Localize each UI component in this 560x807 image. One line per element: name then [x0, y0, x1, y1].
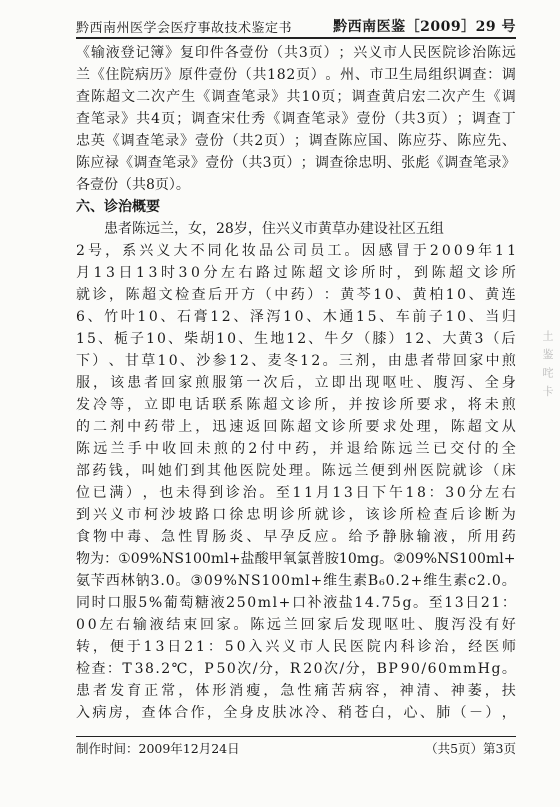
- page-footer: [76, 738, 516, 758]
- section-heading: 六、诊治概要: [76, 199, 160, 215]
- text-line: 患 者 发 育 正 常 ， 体 形 消 瘦 ， 急 性 痛 苦 病 容 ， 神 清 、 神 萎 ， 扶: [76, 683, 516, 699]
- text-line: 服 ， 该 患 者 回 家 煎 服 第 一 次 后 ， 立 即 出 现 呕 吐 、 腹 泻 、 全 身: [76, 375, 516, 391]
- text-line: 就 诊 ， 陈 超 文 检 查 后 开 方 （ 中 药 ） ： 黄 芩 1 0 、 黄 柏 1 0 、 黄 连: [76, 287, 516, 303]
- text-line: 的 二 剂 中 药 带 上 ， 迅 速 返 回 陈 超 文 诊 所 要 求 处 理 ， 陈 超 文 从: [76, 419, 516, 435]
- text-line: 部 药 钱 ， 叫 她 们 到 其 他 医 院 处 理 。 陈 远 兰 便 到 州 医 院 就 诊 （ 床: [76, 463, 516, 479]
- text-line: 位 已 满 ） ， 也 未 得 到 诊 治 。 至 1 1 月 1 3 日 下 午 1 8 ： 3 0 分 左 右: [76, 485, 516, 501]
- text-line: 下 ） 、 甘 草 1 0 、 沙 参 1 2 、 麦 冬 1 2 。 三 剂 ， 由 患 者 带 回 家 中 煎: [76, 353, 516, 369]
- text-line: 发 冷 等 ， 立 即 电 话 联 系 陈 超 文 诊 所 ， 并 按 诊 所 要 求 ， 将 未 煎: [76, 397, 516, 413]
- margin-bleed-marks: 土 鉴 咤 卡: [541, 330, 554, 399]
- text-line: 物 为 ： ① 0 9 % N S 1 0 0 m l + 盐 酸 甲 氧 氯 普 胺 1 0 m g 。 ② 0 9 % N S 1 0 0 m l +: [76, 551, 516, 567]
- text-line: 《 输 液 登 记 簿 》 复 印 件 各 壹 份 （ 共 3 页 ） ； 兴 义 市 人 民 医 院 诊 治 陈 远: [76, 45, 516, 61]
- text-line: 陈 远 兰 手 中 收 回 未 煎 的 2 付 中 药 ， 并 退 给 陈 远 兰 已 交 付 的 全: [76, 441, 516, 457]
- header-org-title: 黔西南州医学会医疗事故技术鉴定书: [76, 21, 293, 36]
- text-line: 各壹份（共8页）。: [76, 177, 190, 193]
- footer-page-number: （共5页）第3页: [425, 741, 516, 756]
- text-line: 转 ， 便 于 1 3 日 2 1 ： 5 0 入 兴 义 市 人 民 医 院 内 科 诊 治 ， 经 医 师: [76, 639, 516, 655]
- text-line: 氨 苄 西 林 钠 3 . 0 。 ③ 0 9 % N S 1 0 0 m l + 维 生 素 B ₆ 0 . 2 + 维 生 素 c 2 . 0 。: [76, 573, 516, 589]
- text-line: 兰 《 住 院 病 历 》 原 件 壹 份 （ 共 1 8 2 页 ） 。 州 、 市 卫 生 局 组 织 调 查 ： 调: [76, 67, 516, 83]
- footer-date: 制作时间：2009年12月24日: [76, 741, 240, 756]
- text-line: 6 、 竹 叶 1 0 、 石 膏 1 2 、 泽 泻 1 0 、 木 通 1 5 、 车 前 子 1 0 、 当 归: [76, 309, 516, 325]
- text-line: 月 1 3 日 1 3 时 3 0 分 左 右 路 过 陈 超 文 诊 所 时 ， 到 陈 超 文 诊 所: [76, 265, 516, 281]
- text-line: 入 病 房 ， 查 体 合 作 ， 全 身 皮 肤 冰 冷 、 稍 苍 白 ， 心 、 肺 （ － ） ，: [76, 705, 516, 721]
- text-line: 到 兴 义 市 柯 沙 坡 路 口 徐 忠 明 诊 所 就 诊 ， 该 诊 所 检 查 后 诊 断 为: [76, 507, 516, 523]
- text-line: 0 0 左 右 输 液 结 束 回 家 。 陈 远 兰 回 家 后 发 现 呕 吐 、 腹 泻 没 有 好: [76, 617, 516, 633]
- document-body: [76, 42, 516, 724]
- text-line: 查 笔 录 》 共 4 页 ； 调 查 宋 仕 秀 《 调 查 笔 录 》 壹 份 （ 共 3 页 ） ； 调 查 丁: [76, 111, 516, 127]
- text-line: 查 陈 超 文 二 次 产 生 《 调 查 笔 录 》 共 1 0 页 ； 调 查 黄 启 宏 二 次 产 生 《 调: [76, 89, 516, 105]
- text-line: 陈 应 禄 《 调 查 笔 录 》 壹 份 （ 共 3 页 ） ； 调 查 徐 忠 明 、 张 彪 《 调 查 笔 录 》: [76, 155, 516, 171]
- text-line: 同 时 口 服 5 % 葡 萄 糖 液 2 5 0 m l + 口 补 液 盐 1 4 . 7 5 g 。 至 1 3 日 2 1 ：: [76, 595, 516, 611]
- paragraph-first-line: 患者陈远兰，女，28岁，住兴义市黄草办建设社区五组: [104, 221, 444, 237]
- text-line: 2 号 ， 系 兴 义 大 不 同 化 妆 品 公 司 员 工 。 因 感 冒 于 2 0 0 9 年 1 1: [76, 243, 516, 259]
- text-line: 食 物 中 毒 、 急 性 胃 肠 炎 、 早 孕 反 应 。 给 予 静 脉 输 液 ， 所 用 药: [76, 529, 516, 545]
- text-line: 1 5 、 栀 子 1 0 、 柴 胡 1 0 、 生 地 1 2 、 牛 夕 （ 膝 ） 1 2 、 大 黄 3 （ 后: [76, 331, 516, 347]
- page-header: [76, 14, 516, 36]
- header-rule: [76, 37, 516, 39]
- text-line: 忠 英 《 调 查 笔 录 》 壹 份 （ 共 2 页 ） ； 调 查 陈 应 国 、 陈 应 芬 、 陈 应 先 、: [76, 133, 516, 149]
- header-doc-number: 黔西南医鉴［2009］29 号: [333, 19, 516, 35]
- footer-rule: [76, 736, 516, 737]
- text-line: 检 查 ： T 3 8 . 2 ℃ ， P 5 0 次 / 分 ， R 2 0 次 / 分 ， B P 9 0 / 6 0 m m H g 。: [76, 661, 516, 677]
